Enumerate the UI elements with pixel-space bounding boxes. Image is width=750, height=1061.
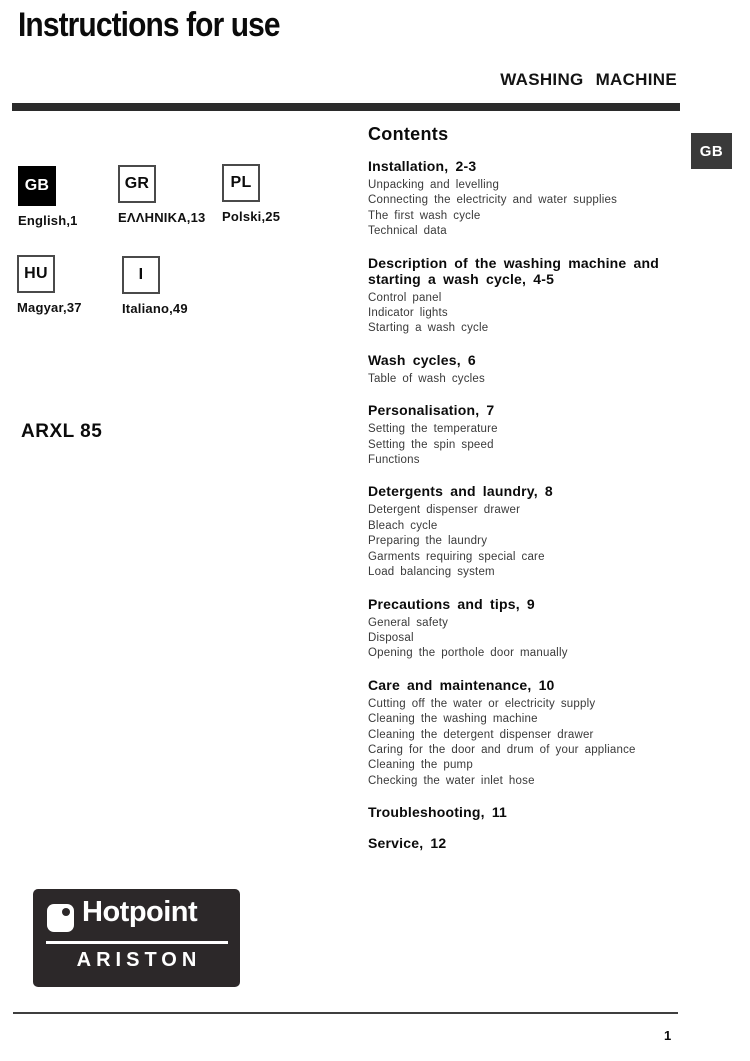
brand-name-ariston: ARISTON	[76, 949, 202, 971]
language-code-box: GB	[18, 166, 56, 206]
toc-section-title: Personalisation, 7	[368, 402, 495, 419]
toc-section	[368, 402, 684, 468]
language-label: ΕΛΛΗΝΙΚΑ,13	[118, 210, 206, 225]
toc-item: Setting the temperature	[368, 423, 498, 436]
toc-item: Connecting the electricity and water supplies	[368, 194, 618, 207]
toc-section-title: Care and maintenance, 10	[368, 676, 555, 693]
toc-item-list	[368, 503, 684, 580]
model-number: ARXL 85	[21, 421, 103, 442]
toc-section	[368, 677, 684, 789]
toc-item: Control panel	[368, 291, 442, 304]
toc-section	[368, 835, 684, 851]
toc-item-list	[368, 291, 684, 337]
toc-item: Garments requiring special care	[368, 550, 545, 563]
toc-section-title: Description of the washing machine and starting a wash cycle, 4-5	[368, 254, 659, 287]
toc-item: Cleaning the detergent dispenser drawer	[368, 728, 594, 741]
toc-item: Technical data	[368, 225, 447, 238]
toc-item: Detergent dispenser drawer	[368, 504, 521, 517]
toc-section-title: Detergents and laundry, 8	[368, 483, 553, 500]
toc-section	[368, 596, 684, 662]
page-number: 1	[664, 1028, 672, 1043]
language-edge-tab: GB	[691, 133, 732, 169]
toc-item-list	[368, 616, 684, 662]
toc-item: Load balancing system	[368, 566, 495, 579]
brand-name-hotpoint: Hotpoint	[82, 896, 198, 928]
toc-section-title: Wash cycles, 6	[368, 351, 476, 368]
language-code-box: I	[122, 256, 160, 294]
machine-type-label: WASHING MACHINE	[500, 70, 677, 89]
toc-item: Unpacking and levelling	[368, 179, 500, 191]
language-gr	[118, 165, 205, 225]
language-code-box: PL	[222, 164, 260, 202]
toc-item: Starting a wash cycle	[368, 322, 489, 335]
toc-item: Checking the water inlet hose	[368, 774, 535, 787]
toc-section-title: Service, 12	[368, 835, 447, 852]
toc-item: Cutting off the water or electricity supply	[368, 697, 596, 710]
toc-section-title: Precautions and tips, 9	[368, 595, 535, 612]
toc-item: Setting the spin speed	[368, 438, 494, 451]
door-dot-icon	[62, 908, 70, 916]
language-i	[122, 256, 188, 316]
toc-section	[368, 483, 684, 580]
toc-item: Cleaning the washing machine	[368, 713, 538, 726]
table-of-contents	[368, 124, 684, 866]
toc-item: Functions	[368, 454, 420, 467]
toc-section	[368, 804, 684, 820]
toc-section-title: Troubleshooting, 11	[368, 804, 508, 821]
toc-item: Bleach cycle	[368, 519, 438, 532]
toc-item-list	[368, 178, 684, 240]
language-hu	[17, 255, 82, 315]
language-code-box: HU	[17, 255, 55, 293]
toc-section-title: Installation, 2-3	[368, 158, 477, 174]
language-pl	[222, 164, 280, 224]
language-label: English,1	[18, 213, 78, 228]
toc-item: Indicator lights	[368, 307, 448, 320]
toc-item-list	[368, 422, 684, 468]
toc-section	[368, 255, 684, 337]
toc-item: The first wash cycle	[368, 209, 481, 222]
language-label: Italiano,49	[122, 301, 188, 316]
contents-sections	[368, 158, 684, 851]
language-code-box: GR	[118, 165, 156, 203]
contents-heading: Contents	[368, 124, 449, 144]
toc-section	[368, 158, 684, 240]
hotpoint-ariston-logo	[33, 889, 240, 987]
toc-item: Table of wash cycles	[368, 372, 485, 385]
toc-item: Cleaning the pump	[368, 759, 473, 772]
toc-section	[368, 352, 684, 387]
language-gb	[18, 166, 78, 228]
footer-divider	[13, 1012, 678, 1014]
toc-item: Disposal	[368, 631, 414, 644]
toc-item: Caring for the door and drum of your appliance	[368, 743, 636, 756]
washer-door-icon	[47, 904, 74, 932]
page-title: Instructions for use	[18, 6, 280, 44]
toc-item-list	[368, 372, 684, 387]
toc-item: General safety	[368, 616, 449, 629]
language-label: Polski,25	[222, 209, 281, 224]
toc-item-list	[368, 697, 684, 789]
toc-item: Preparing the laundry	[368, 535, 488, 548]
header-divider	[12, 103, 680, 111]
logo-divider	[46, 941, 228, 944]
toc-item: Opening the porthole door manually	[368, 647, 568, 660]
language-label: Magyar,37	[17, 300, 82, 315]
